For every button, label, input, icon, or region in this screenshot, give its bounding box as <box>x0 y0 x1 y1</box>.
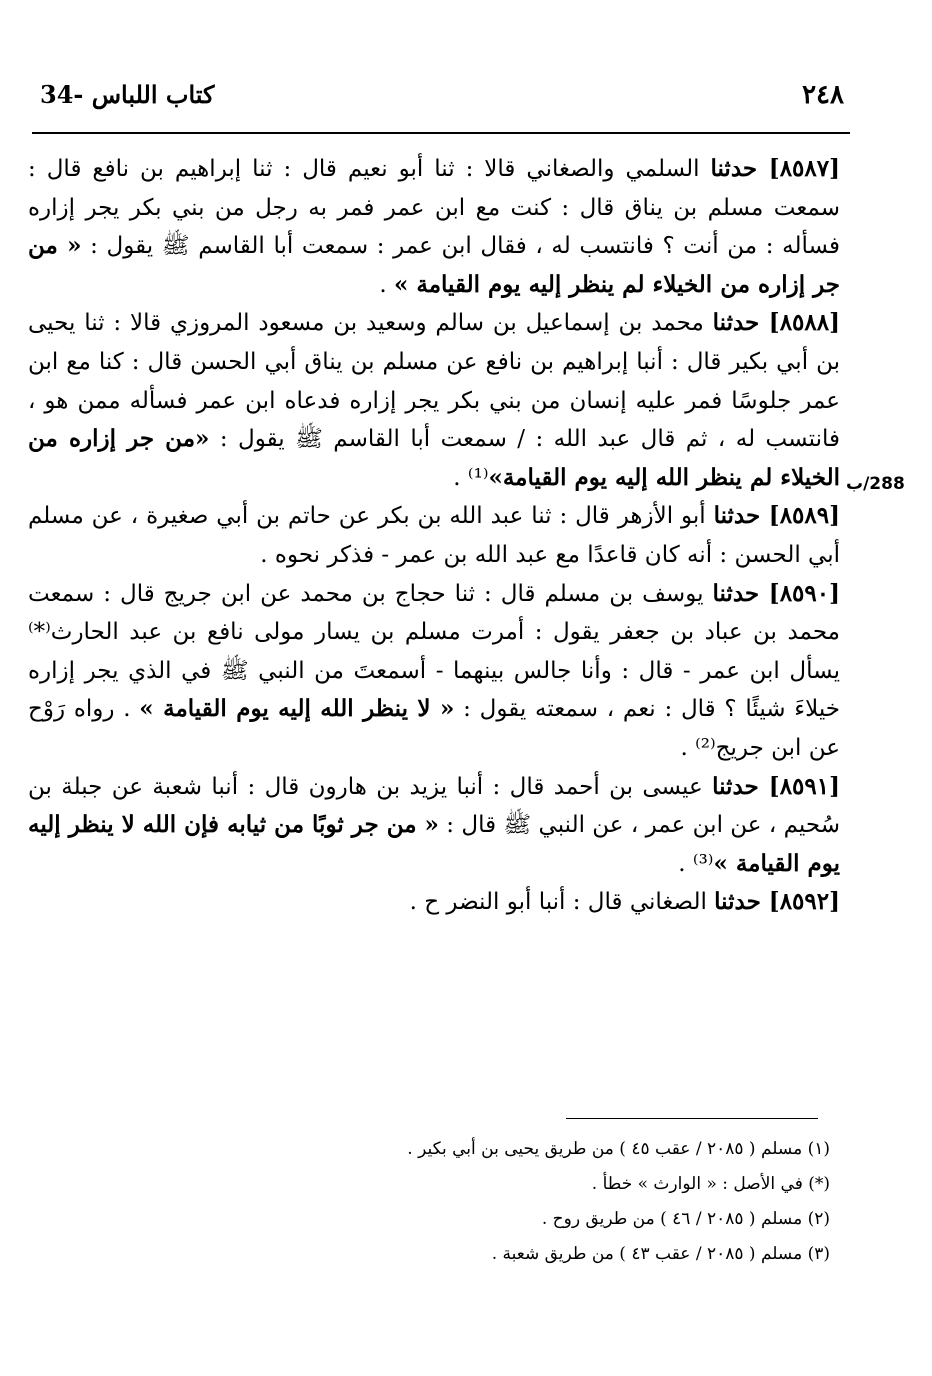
hadith-8591 <box>28 768 840 884</box>
hadith-quote: « من جر ثوبًا من ثيابه فإن الله لا ينظر إليه يوم القيامة » <box>28 811 840 877</box>
footnote-3: (٣) مسلم ( ٢٠٨٥ / عقب ٤٣ ) من طريق شعبة . <box>491 1244 830 1264</box>
hadith-8592 <box>28 883 840 922</box>
hadith-number: [٨٥٩٠] حدثنا <box>712 579 840 607</box>
hadith-tail: . <box>379 271 395 298</box>
hadith-body: محمد بن إسماعيل بن سالم وسعيد بن مسعود المروزي قالا : ثنا يحيى بن أبي بكير قال : أنبا إبراهيم بن نافع عن مسلم بن يناق أبي الحسن قال : كنا مع ابن عمر جلوسًا فمر عليه إنسان من بني بكر يجر إزاره فدعاه ابن عمر فسأله ممن هو ، فانتسب له ، ثم قال عبد الله : / سمعت أبا القاسم ﷺ يقول : <box>28 310 840 453</box>
hadith-number: [٨٥٩١] حدثنا <box>712 772 840 800</box>
margin-note: 288/ب <box>846 474 905 494</box>
header-rule <box>32 132 850 134</box>
hadith-8590 <box>28 575 840 768</box>
hadith-8589 <box>28 497 840 574</box>
hadith-body: السلمي والصغاني قالا : ثنا أبو نعيم قال : ثنا إبراهيم بن نافع قال : سمعت مسلم بن يناق قال : كنت مع ابن عمر فمر به رجل من بني بكر يجر إزاره فسأله : من أنت ؟ فانتسب له ، فقال ابن عمر : سمعت أبا القاسم ﷺ يقول : <box>28 156 840 260</box>
footnote-rule <box>566 1118 818 1119</box>
hadith-8587 <box>28 150 840 304</box>
hadith-number: [٨٥٨٩] حدثنا <box>713 502 840 530</box>
hadith-body: الصغاني قال : أنبا أبو النضر ح . <box>409 889 715 916</box>
hadith-body: يوسف بن مسلم قال : ثنا حجاج بن محمد عن ابن جريج قال : سمعت محمد بن عباد بن جعفر يقول : أمرت مسلم بن يسار مولى نافع بن عبد الحارث⁽*⁾ يسأل ابن عمر - قال : وأنا جالس بينهما - أسمعتَ من النبي ﷺ في الذي يجر إزاره خيلاءَ شيئًا ؟ قال : نعم ، سمعته يقول : <box>28 580 840 723</box>
footnotes <box>300 1132 830 1272</box>
footnote-2: (٢) مسلم ( ٢٠٨٥ / ٤٦ ) من طريق روح . <box>541 1209 830 1229</box>
hadith-tail: . رواه رَوْح عن ابن جريج⁽²⁾ . <box>28 696 840 761</box>
hadith-quote: « من جر إزاره من الخيلاء لم ينظر إليه يوم القيامة » <box>28 232 840 298</box>
hadith-tail: ⁽¹⁾ . <box>453 464 489 491</box>
footnote-1: (١) مسلم ( ٢٠٨٥ / عقب ٤٥ ) من طريق يحيى بن أبي بكير . <box>407 1139 830 1159</box>
hadith-quote: «من جر إزاره من الخيلاء لم ينظر الله إليه يوم القيامة» <box>28 425 840 491</box>
main-text <box>28 150 840 922</box>
page-number: ٢٤٨ <box>802 80 844 110</box>
hadith-body: أبو الأزهر قال : ثنا عبد الله بن بكر عن حاتم بن أبي صغيرة ، عن مسلم أبي الحسن : أنه كان قاعدًا مع عبد الله بن عمر - فذكر نحوه . <box>28 503 840 568</box>
hadith-tail: ⁽³⁾ . <box>678 850 714 877</box>
hadith-body: عيسى بن أحمد قال : أنبا يزيد بن هارون قال : أنبا شعبة عن جبلة بن سُحيم ، عن ابن عمر ، عن النبي ﷺ قال : <box>28 773 840 839</box>
hadith-number: [٨٥٨٧] حدثنا <box>710 155 840 182</box>
hadith-number: [٨٥٨٨] حدثنا <box>712 309 841 337</box>
hadith-8588 <box>28 304 840 497</box>
hadith-number: [٨٥٩٢] حدثنا <box>714 888 840 916</box>
book-title: 34- كتاب اللباس <box>40 80 215 109</box>
hadith-quote: « لا ينظر الله إليه يوم القيامة » <box>139 695 455 723</box>
footnote-star: (*) في الأصل : « الوارث » خطأ . <box>591 1174 830 1194</box>
